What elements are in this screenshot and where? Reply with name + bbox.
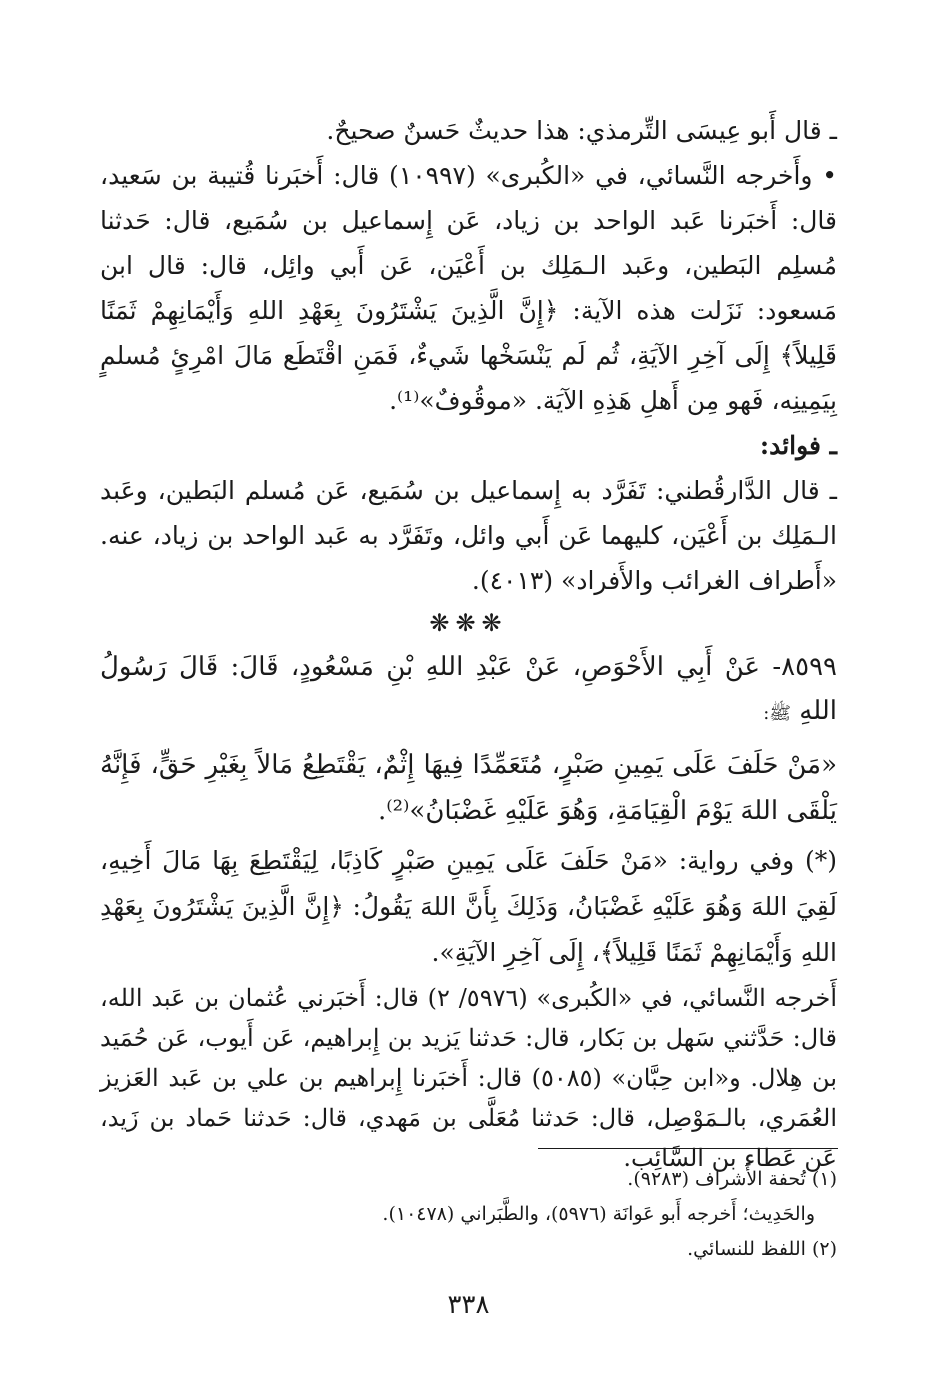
nasai-kubra-paragraph: • وأَخرجه النَّسائي، في «الكُبرى» (١٠٩٩٧) قال: أَخبَرنا قُتيبة بن سَعيد، قال: أَخبَرنا عَبد الواحد بن زياد، عَن إِسماعيل بن سُمَيع، قال: حَدثنا مُسلِم البَطين، وعَبد الـمَلِك بن أَعْيَن، عَن أَبي وائِل، قال: قال ابن مَسعود: نَزَلت هذه الآية: ﴿إِنَّ الَّذِينَ يَشْتَرُونَ بِعَهْدِ اللهِ وَأَيْمَانِهِمْ ثَمَنًا قَلِيلاً﴾ إِلَى آخِرِ الآيَةِ، ثُم لَم يَنْسَخْها شَيءٌ، فَمَنِ اقْتَطَع مَالَ امْرِئٍ مُسلمٍ بِيَمِينِه، فَهو مِن أَهلِ هَذِهِ الآيَة. «موقُوفٌ»⁽¹⁾. xyxy=(100,161,837,415)
daraqutni-paragraph: ـ قال الدَّارقُطني: تَفَرَّد به إِسماعيل بن سُمَيع، عَن مُسلم البَطين، وعَبد الـمَلِك بن أَعْيَن، كليهما عَن أَبي وائل، وتَفَرَّد به عَبد الواحد بن زياد، عنه. «أَطراف الغرائب والأَفراد» (٤٠١٣). xyxy=(100,476,837,595)
footnote-2: (٢) اللفظ للنسائي. xyxy=(687,1238,837,1260)
fawaid-heading: ـ فوائد: xyxy=(759,431,837,460)
sources-paragraph: أَخرجه النَّسائي، في «الكُبرى» (٥٩٧٦/ ٢) قال: أَخبَرني عُثمان بن عَبد الله، قال: حَدَّثني سَهل بن بَكار، قال: حَدثنا يَزيد بن إِبراهيم، عَن أَيوب، عَن حُمَيد بن هِلال. و«ابن حِبَّان» (٥٠٨٥) قال: أَخبَرنا إِبراهيم بن علي بن عَبد العَزيز العُمَري، بالـمَوْصِل، قال: حَدثنا مُعَلَّى بن مَهدي، قال: حَدثنا حَماد بن زَيد، عَن عَطاء بن السَّائِب. xyxy=(100,984,838,1172)
tirmidhi-paragraph: ـ قال أَبو عِيسَى التِّرمذي: هذا حديثٌ حَسنٌ صحيحٌ. xyxy=(326,116,837,145)
hadith-heading xyxy=(100,645,837,736)
footnotes xyxy=(100,1162,837,1267)
footnote-1-continuation: والحَدِيث؛ أَخرجه أَبو عَوانَة (٥٩٧٦)، والطَّبَراني (١٠٤٧٨). xyxy=(382,1203,815,1225)
page-number: ٣٣٨ xyxy=(447,1290,490,1320)
footnote-1: (١) تُحفة الأَشراف (٩٢٨٣). xyxy=(627,1168,837,1190)
footnote-separator xyxy=(538,1148,838,1149)
hadith-number-text: ٨٥٩٩- عَنْ أَبِي الأَحْوَصِ، عَنْ عَبْدِ اللهِ بْنِ مَسْعُودٍ، قَالَ: قَالَ رَسُولُ اللهِ xyxy=(100,652,837,726)
page-body xyxy=(100,108,837,1178)
section-divider-asterisks: ❋❋❋ xyxy=(429,609,508,637)
prophet-honorific: ﷺ: xyxy=(763,703,792,724)
hadith-matn: «مَنْ حَلَفَ عَلَى يَمِينِ صَبْرٍ، مُتَعَمِّدًا فِيهَا إِثْمٌ، يَقْتَطِعُ مَالاً بِغَيْرِ حَقٍّ، فَإِنَّهُ يَلْقَى اللهَ يَوْمَ الْقِيَامَةِ، وَهُوَ عَلَيْهِ غَضْبَانُ»⁽²⁾. xyxy=(100,750,837,826)
riwaya-paragraph: (*) وفي رواية: «مَنْ حَلَفَ عَلَى يَمِينِ صَبْرٍ كَاذِبًا، لِيَقْتَطِعَ بِهَا مَالَ أَخِيهِ، لَقِيَ اللهَ وَهُوَ عَلَيْهِ غَضْبَانُ، وَذَلِكَ بِأَنَّ اللهَ يَقُولُ: ﴿إِنَّ الَّذِينَ يَشْتَرُونَ بِعَهْدِ اللهِ وَأَيْمَانِهِمْ ثَمَنًا قَلِيلاً﴾، إِلَى آخِرِ الآيَةِ». xyxy=(100,846,837,967)
